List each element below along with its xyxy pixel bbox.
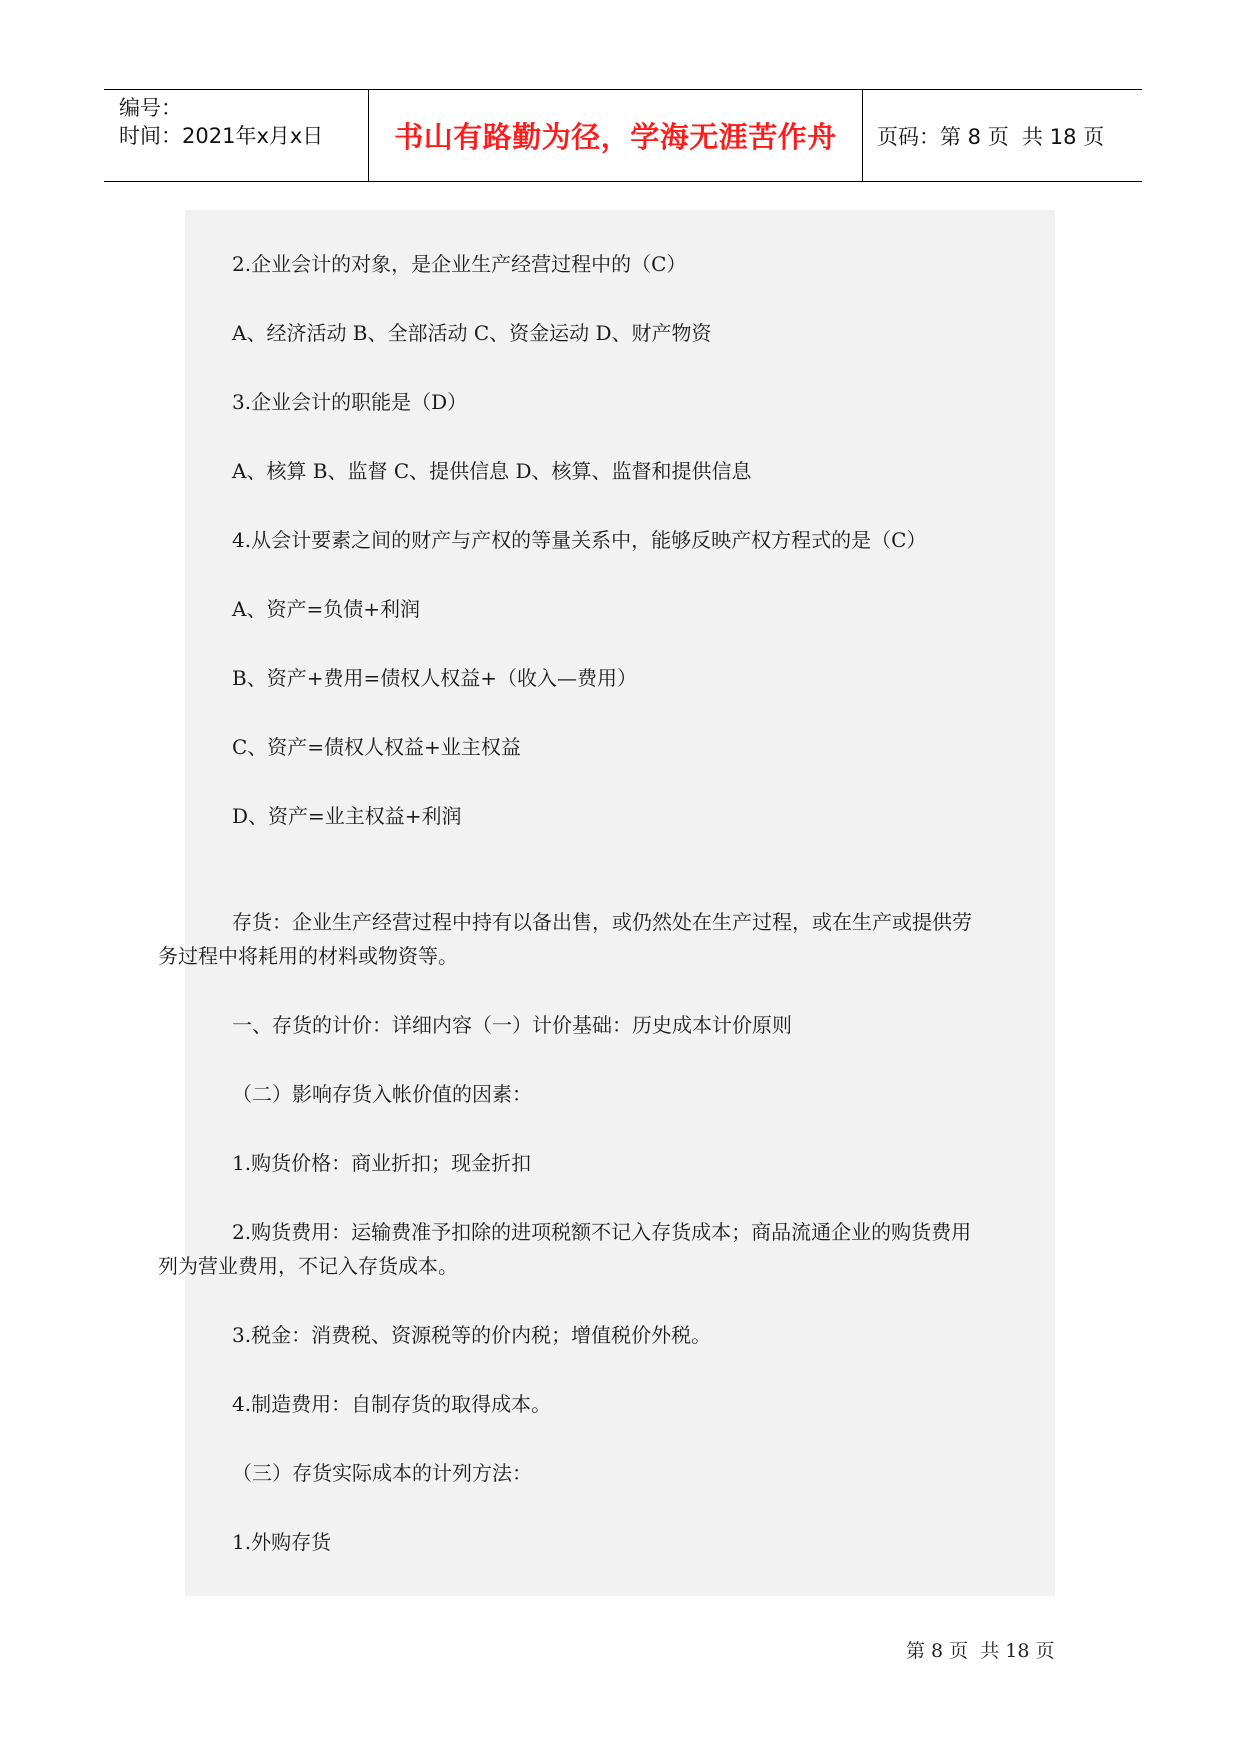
paragraph: D、资产=业主权益+利润: [232, 804, 462, 828]
header-info-cell: [104, 90, 369, 181]
paragraph: 3.企业会计的职能是（D）: [232, 390, 468, 414]
paragraph: 1.购货价格：商业折扣；现金折扣: [232, 1151, 532, 1175]
header-page-label: 页码：第 8 页 共 18 页: [877, 124, 1105, 149]
paragraph: 4.制造费用：自制存货的取得成本。: [232, 1392, 552, 1416]
paragraph: A、经济活动 B、全部活动 C、资金运动 D、财产物资: [232, 321, 712, 345]
header-page-cell: [863, 90, 1142, 181]
paragraph: 一、存货的计价：详细内容（一）计价基础：历史成本计价原则: [232, 1013, 792, 1037]
document-time-label: 时间：2021年x月x日: [119, 124, 324, 148]
document-number-label: 编号：: [119, 96, 182, 120]
paragraph: 2.购货费用：运输费准予扣除的进项税额不记入存货成本；商品流通企业的购货费用: [232, 1220, 972, 1244]
paragraph: （二）影响存货入帐价值的因素：: [232, 1082, 532, 1106]
paragraph: A、核算 B、监督 C、提供信息 D、核算、监督和提供信息: [232, 459, 752, 483]
document-header: [104, 89, 1142, 182]
paragraph: A、资产=负债+利润: [232, 597, 420, 621]
header-motto: 书山有路勤为径，学海无涯苦作舟: [369, 90, 863, 181]
paragraph: 3.税金：消费税、资源税等的价内税；增值税价外税。: [232, 1323, 712, 1347]
paragraph: 2.企业会计的对象，是企业生产经营过程中的（C）: [232, 252, 687, 276]
paragraph-continuation: 务过程中将耗用的材料或物资等。: [158, 944, 458, 968]
paragraph: 4.从会计要素之间的财产与产权的等量关系中，能够反映产权方程式的是（C）: [232, 528, 927, 552]
paragraph: （三）存货实际成本的计列方法：: [232, 1461, 532, 1485]
paragraph: 1.外购存货: [232, 1530, 332, 1554]
paragraph: 存货：企业生产经营过程中持有以备出售，或仍然处在生产过程，或在生产或提供劳: [232, 910, 972, 934]
paragraph: B、资产+费用=债权人权益+（收入—费用）: [232, 666, 637, 690]
paragraph-continuation: 列为营业费用，不记入存货成本。: [158, 1254, 458, 1278]
content-block: [158, 210, 1055, 1596]
paragraph: C、资产=债权人权益+业主权益: [232, 735, 521, 759]
footer-page-number: 第 8 页 共 18 页: [906, 1640, 1055, 1662]
